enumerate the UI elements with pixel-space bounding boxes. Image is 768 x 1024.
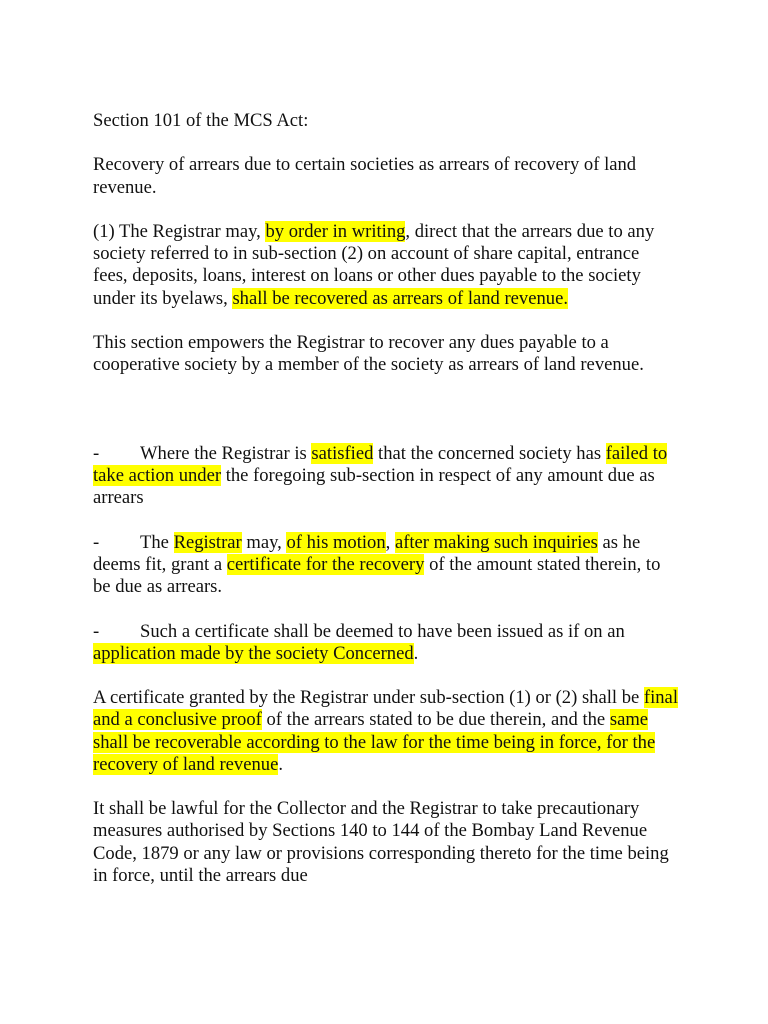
highlighted-text: after making such inquiries — [394, 531, 598, 553]
bullet-item-3 — [93, 621, 678, 665]
highlighted-text: by order in writing — [265, 220, 406, 242]
highlighted-text: application made by the society Concerned — [93, 642, 414, 664]
text-run: as he deems fit, grant a — [93, 531, 641, 575]
text-run: . — [278, 753, 283, 775]
text-run: (1) The Registrar may, — [93, 220, 266, 242]
highlighted-text: of his motion — [286, 531, 386, 553]
paragraph-2: This section empowers the Registrar to recover any dues payable to a cooperative society by a member of the society as arrears of land revenue. — [93, 331, 644, 376]
highlighted-text: failed to take action under — [93, 442, 668, 487]
highlighted-text: shall be recovered as arrears of land revenue. — [232, 287, 568, 309]
paragraph-3 — [93, 687, 678, 776]
highlighted-text: certificate for the recovery — [226, 553, 425, 575]
text-run: The — [140, 531, 174, 553]
text-run: . — [413, 642, 419, 664]
highlighted-text: satisfied — [311, 442, 374, 464]
bullet-item-1 — [93, 443, 678, 510]
text-run: may, — [241, 531, 287, 553]
text-run: A certificate granted by the Registrar under sub-section (1) or (2) shall be — [93, 687, 644, 709]
document-page — [93, 110, 678, 909]
bullet-item-2 — [93, 532, 678, 599]
section-subheading: Recovery of arrears due to certain societies as arrears of recovery of land revenue. — [93, 154, 637, 198]
text-run: of the arrears stated to be due therein, and the — [261, 709, 610, 731]
bullet-marker: - — [93, 531, 100, 553]
highlighted-text: Registrar — [173, 531, 242, 553]
bullet-marker: - — [93, 442, 100, 464]
bullet-marker: - — [93, 620, 100, 642]
paragraph-1 — [93, 221, 678, 310]
text-run: of the amount stated therein, to be due as arrears. — [93, 553, 661, 598]
text-run: that the concerned society has — [373, 442, 606, 464]
highlighted-text: final and a conclusive proof — [93, 687, 678, 731]
paragraph-4: It shall be lawful for the Collector and the Registrar to take precautionary measures authorised by Sections 140 to 144 of the Bombay Land Revenue Code, 1879 or any law or provisions corresponding thereto for the time being in force, until the arrears due — [93, 798, 669, 886]
section-heading: Section 101 of the MCS Act: — [93, 110, 309, 131]
text-run: Such a certificate shall be deemed to have been issued as if on an — [140, 620, 625, 642]
text-run: Where the Registrar is — [140, 442, 312, 464]
text-run: the foregoing sub-section in respect of any amount due as arrears — [93, 465, 655, 509]
text-run: , — [385, 531, 395, 553]
highlighted-text: same shall be recoverable according to the law for the time being in force, for the recovery of land revenue — [93, 709, 656, 775]
text-run: , direct that the arrears due to any society referred to in sub-section (2) on account of share capital, entrance fees, deposits, loans, interest on loans or other dues payable to the society under its byelaws, — [93, 220, 655, 309]
